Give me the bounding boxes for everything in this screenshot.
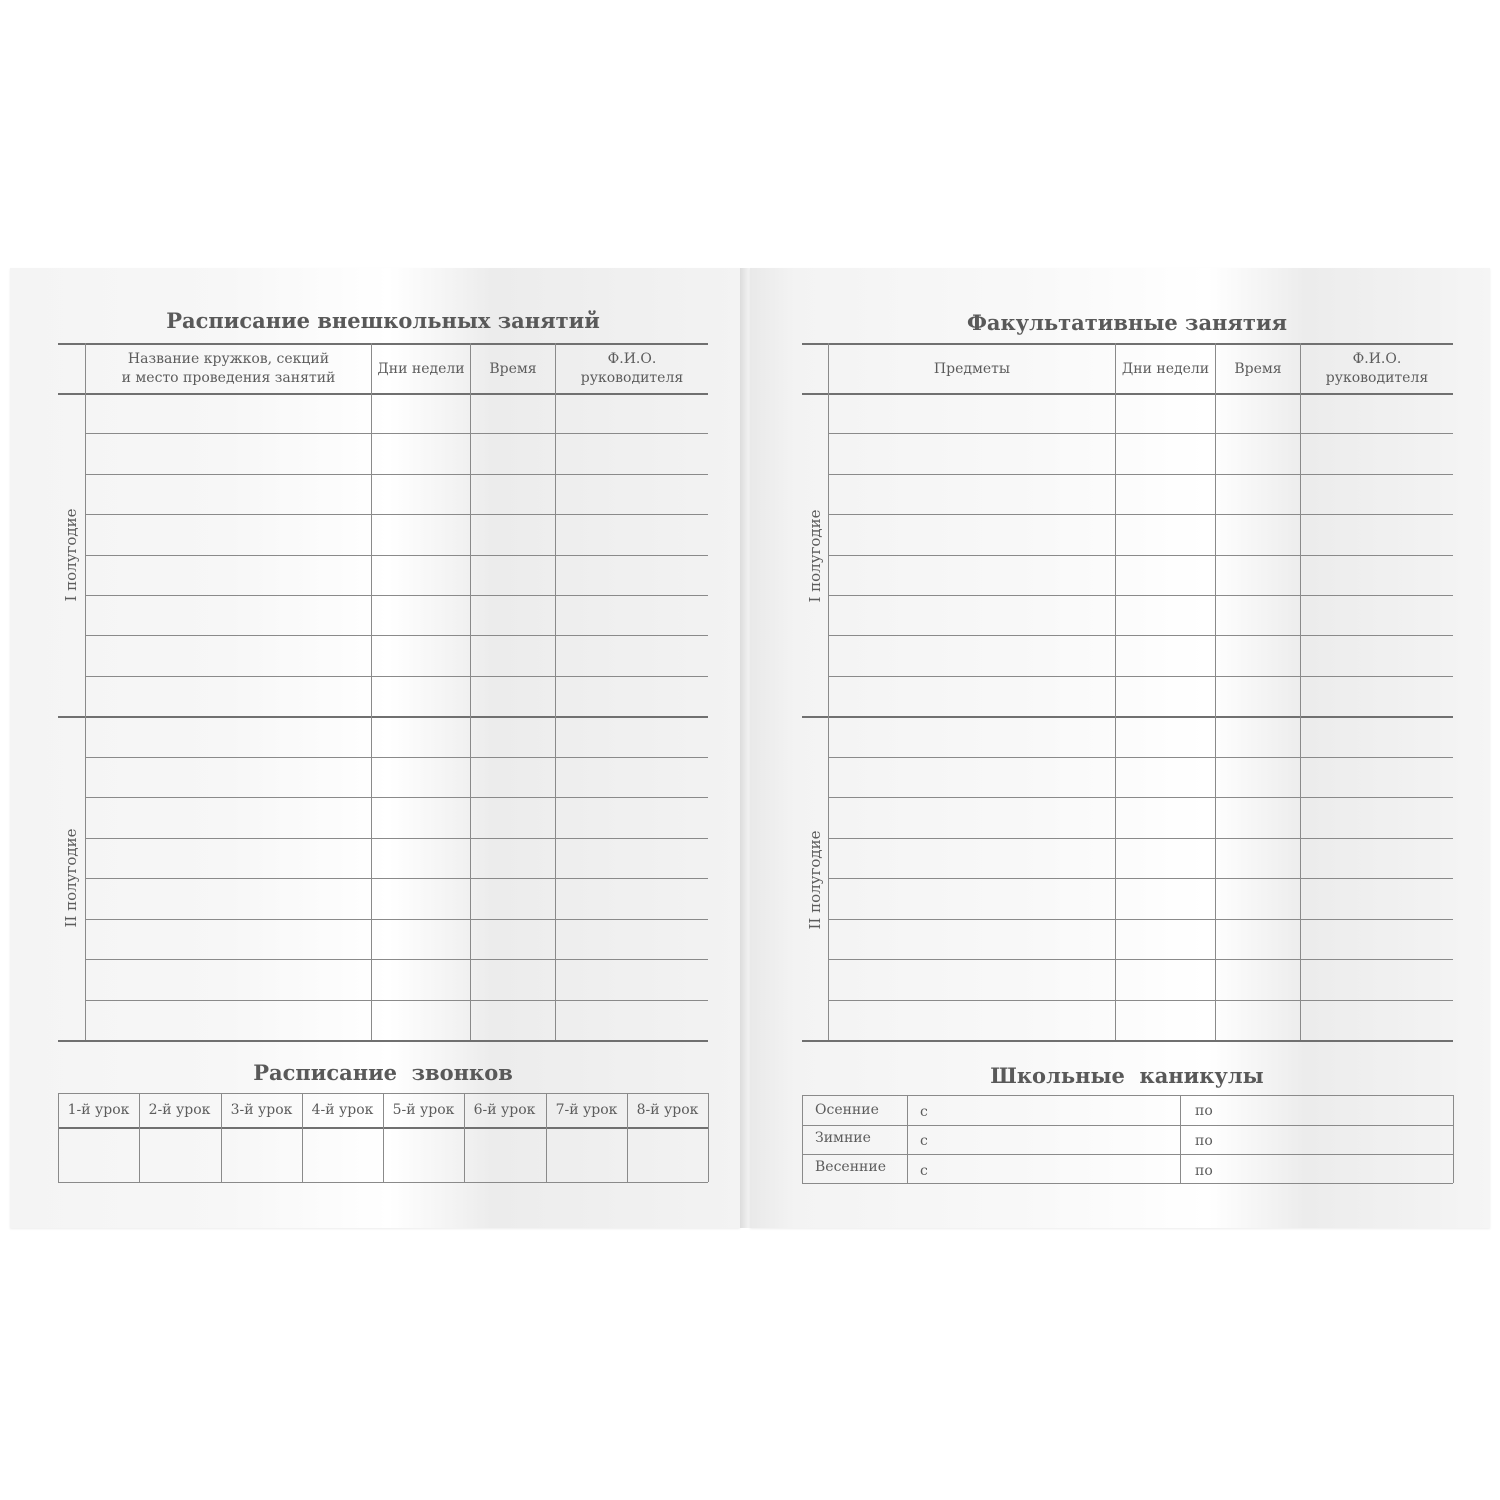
page-title: Расписание внешкольных занятий: [166, 308, 600, 333]
row-line: [828, 838, 1453, 839]
row-line: [85, 878, 708, 879]
bell-lesson-header: 7-й урок: [555, 1101, 618, 1118]
half-year-2-label: II полугодие: [62, 828, 80, 928]
header-bottom-border: [802, 393, 1453, 395]
half-year-1-label-right: I полугодие: [806, 509, 824, 603]
row-line: [828, 757, 1453, 758]
row-line: [85, 797, 708, 798]
holiday-winter-to: по: [1195, 1133, 1213, 1149]
row-line: [828, 635, 1453, 636]
row-line: [85, 514, 708, 515]
row-line: [828, 676, 1453, 677]
bells-column-border: [708, 1093, 709, 1182]
holidays-column-border: [1180, 1095, 1181, 1183]
bells-title: Расписание звонков: [253, 1060, 513, 1085]
row-line: [828, 878, 1453, 879]
header-bottom-border: [58, 393, 708, 395]
half-year-1-label: I полугодие: [62, 508, 80, 602]
holiday-autumn-to: по: [1195, 1103, 1213, 1119]
bells-bottom-border: [58, 1182, 708, 1183]
row-line: [828, 474, 1453, 475]
bell-lesson-header: 3-й урок: [230, 1101, 293, 1118]
row-line: [85, 1000, 708, 1001]
row-line: [828, 959, 1453, 960]
holiday-winter-from: с: [920, 1133, 928, 1149]
column-header-leader-right: Ф.И.О. руководителя: [1325, 351, 1429, 386]
holidays-title: Школьные каникулы: [990, 1063, 1264, 1088]
holidays-border: [802, 1095, 803, 1183]
row-line: [828, 433, 1453, 434]
row-line: [85, 757, 708, 758]
row-line: [828, 1000, 1453, 1001]
column-header-subjects: Предметы: [933, 360, 1011, 377]
holiday-spring-label: Весенние: [815, 1159, 886, 1175]
half-year-divider: [802, 716, 1453, 718]
holiday-spring-from: с: [920, 1163, 928, 1179]
table-bottom-border: [58, 1040, 708, 1042]
holidays-border: [1453, 1095, 1454, 1183]
column-header-time-right: Время: [1234, 360, 1282, 377]
row-line: [85, 595, 708, 596]
row-line: [85, 433, 708, 434]
label-column-border: [85, 343, 86, 1040]
column-header-leader: Ф.И.О. руководителя: [580, 351, 684, 386]
column-header-name: Название кружков, секций и место проведения занятий: [121, 351, 336, 386]
table-top-border: [802, 343, 1453, 345]
bell-lesson-header: 5-й урок: [392, 1101, 455, 1118]
row-line: [85, 919, 708, 920]
row-line: [85, 676, 708, 677]
row-line: [85, 838, 708, 839]
row-line: [828, 919, 1453, 920]
row-line: [828, 797, 1453, 798]
holidays-top-border: [802, 1095, 1453, 1096]
bell-lesson-header: 8-й урок: [636, 1101, 699, 1118]
holidays-row-line: [802, 1154, 1453, 1155]
bell-lesson-header: 2-й урок: [148, 1101, 211, 1118]
holiday-spring-to: по: [1195, 1163, 1213, 1179]
bell-lesson-header: 6-й урок: [473, 1101, 536, 1118]
column-border: [371, 343, 372, 1040]
row-line: [828, 595, 1453, 596]
half-year-divider: [58, 716, 708, 718]
bell-lesson-header: 4-й урок: [311, 1101, 374, 1118]
holidays-column-border: [907, 1095, 908, 1183]
book-gutter: [740, 268, 750, 1228]
column-border: [1115, 343, 1116, 1040]
bell-lesson-header: 1-й урок: [67, 1101, 130, 1118]
half-year-2-label-right: II полугодие: [806, 830, 824, 930]
column-header-days-right: Дни недели: [1121, 360, 1210, 377]
holiday-autumn-label: Осенние: [815, 1102, 879, 1118]
table-top-border: [58, 343, 708, 345]
row-line: [85, 635, 708, 636]
column-header-days: Дни недели: [377, 360, 465, 377]
column-border: [555, 343, 556, 1040]
column-header-time: Время: [489, 360, 537, 377]
label-column-border: [828, 343, 829, 1040]
column-border: [470, 343, 471, 1040]
row-line: [85, 474, 708, 475]
column-border: [1300, 343, 1301, 1040]
holiday-winter-label: Зимние: [815, 1130, 871, 1146]
page-title-right: Факультативные занятия: [966, 310, 1288, 335]
column-border: [1215, 343, 1216, 1040]
row-line: [828, 555, 1453, 556]
table-bottom-border: [802, 1040, 1453, 1042]
row-line: [85, 959, 708, 960]
holiday-autumn-from: с: [920, 1104, 928, 1120]
row-line: [828, 514, 1453, 515]
holidays-bottom-border: [802, 1183, 1453, 1184]
holidays-row-line: [802, 1125, 1453, 1126]
row-line: [85, 555, 708, 556]
